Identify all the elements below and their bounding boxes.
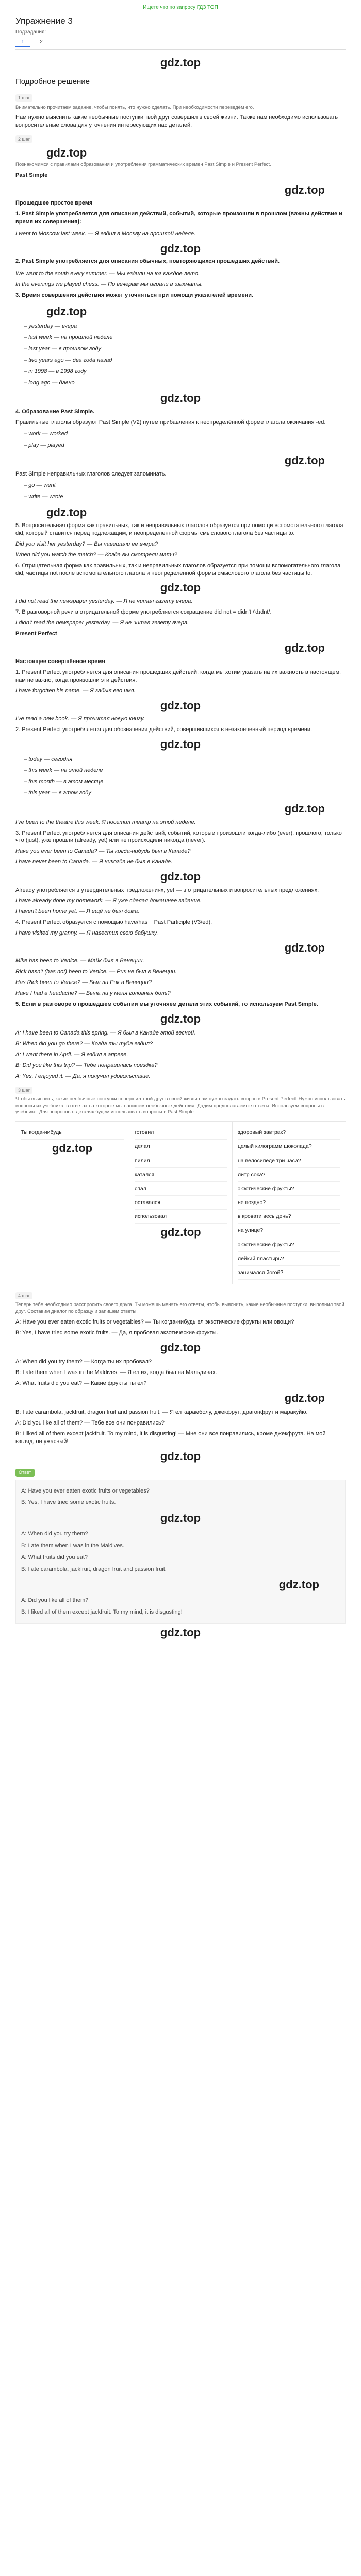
- phrase-table: [15, 1121, 346, 1284]
- rule-text: Already употребляется в утвердительных предложениях, yet — в отрицательных и вопросительных предложениях:: [15, 887, 319, 893]
- list-item: – go — went: [24, 482, 346, 489]
- example: I went to Moscow last week. — Я ездил в Москву на прошлой неделе.: [15, 230, 196, 237]
- example: I did not read the newspaper yesterday. — Я не читал газету вчера.: [15, 598, 193, 605]
- list-item: – write — wrote: [24, 493, 346, 501]
- answer-line: B: Yes, I have tried some exotic fruits.: [21, 1499, 116, 1506]
- example: Mike has been to Venice. — Майк был в Венеции.: [15, 958, 144, 964]
- dialog-line: B: I liked all of them except jackfruit. To my mind, it is disgusting! — Мне они все понравились, кроме джекфрута. На мой взгляд, он ужасный!: [15, 1431, 326, 1445]
- section-subheading: Прошедшее простое время: [15, 200, 93, 207]
- example: I haven't been home yet. — Я ещё не был дома.: [15, 908, 140, 915]
- table-cell: в кровати весь день?: [238, 1210, 340, 1224]
- step-note: Познакомимся с правилами образования и употребления грамматических времен Past Simple и Present Perfect.: [15, 161, 271, 167]
- list-item: – two years ago — два года назад: [24, 357, 346, 364]
- table-cell: лейкий пластырь?: [238, 1252, 340, 1266]
- example: I have forgotten his name. — Я забыл его имя.: [15, 687, 136, 694]
- time-markers-list: [15, 756, 346, 797]
- section-subheading: Настоящее совершённое время: [15, 658, 105, 665]
- answer-line: A: When did you try them?: [21, 1531, 88, 1537]
- example: In the evenings we played chess. — По вечерам мы играли в шахматы.: [15, 281, 203, 287]
- example: Did you visit her yesterday? — Вы навещали ее вчера?: [15, 541, 158, 548]
- answer-badge: Ответ: [15, 1469, 35, 1476]
- answer-line: B: I liked all of them except jackfruit. To my mind, it is disgusting!: [21, 1608, 183, 1615]
- list-item: – this week — на этой неделе: [24, 767, 346, 774]
- dialog-line: A: I have been to Canada this spring. — Я был в Канаде этой весной.: [15, 1030, 196, 1037]
- rule: 2. Past Simple употребляется для описания обычных, повторяющихся прошедших действий.: [15, 258, 280, 265]
- watermark: gdz.top: [284, 802, 325, 815]
- answer-line: A: Have you ever eaten exotic fruits or vegetables?: [21, 1487, 150, 1494]
- watermark: gdz.top: [160, 1226, 201, 1239]
- watermark: gdz.top: [160, 581, 201, 595]
- watermark: gdz.top: [160, 392, 201, 405]
- top-link[interactable]: [15, 4, 346, 11]
- step-note: Теперь тебе необходимо расспросить своего друга. Ты можешь менять его ответы, чтобы выяснить, какие необычные поступки, выполнил твой друг. Составим диалог по образцу и запишем ответы.: [15, 1302, 344, 1315]
- table-cell: на улице?: [238, 1224, 340, 1238]
- list-item: – this month — в этом месяце: [24, 778, 346, 786]
- watermark: gdz.top: [160, 737, 201, 751]
- rule: 5. Если в разговоре о прошедшем событии мы уточняем детали этих событий, то используем Past Simple.: [15, 1001, 318, 1007]
- table-cell: оставался: [135, 1196, 227, 1210]
- example: I've read a new book. — Я прочитал новую книгу.: [15, 716, 145, 722]
- rule-text: 7. В разговорной речи в отрицательной форме употребляется сокращение did not = didn't /'dɪdnt/.: [15, 608, 272, 615]
- table-cell: готовил: [135, 1126, 227, 1140]
- dialog-line: A: I went there in April. — Я ездил в апреле.: [15, 1052, 128, 1058]
- rule-text: 4. Present Perfect образуется с помощью have/has + Past Participle (V3/ed).: [15, 919, 212, 926]
- example: I have visited my granny. — Я навестил свою бабушку.: [15, 929, 158, 936]
- table-cell: Ты когда-нибудь: [21, 1126, 124, 1140]
- watermark: gdz.top: [46, 146, 87, 160]
- table-cell: литр сока?: [238, 1168, 340, 1182]
- table-column: [232, 1122, 346, 1284]
- watermark: gdz.top: [160, 1449, 201, 1463]
- step-body: Нам нужно выяснить какие необычные поступки твой друг совершил в своей жизни. Также нам необходимо использовать вопросительные слова для уточнения интересующих нас деталей.: [15, 114, 338, 129]
- table-cell: целый килограмм шоколада?: [238, 1140, 340, 1154]
- watermark: gdz.top: [160, 1625, 201, 1639]
- rule-text: Правильные глаголы образуют Past Simple (V2) путем прибавления к неопределённой форме глагола окончания -ed.: [15, 419, 326, 426]
- table-cell: использовал: [135, 1210, 227, 1224]
- example: I didn't read the newspaper yesterday. — Я не читал газету вчера.: [15, 619, 189, 626]
- table-cell: экзотические фрукты?: [238, 1182, 340, 1196]
- dialog-line: B: I ate them when I was in the Maldives. — Я ел их, когда был на Мальдивах.: [15, 1369, 217, 1376]
- rule: 4. Образование Past Simple.: [15, 409, 95, 415]
- list-item: – yesterday — вчера: [24, 323, 346, 330]
- dialog-line: B: Yes, I have tried some exotic fruits. — Да, я пробовал экзотические фрукты.: [15, 1329, 218, 1336]
- watermark: gdz.top: [284, 1391, 325, 1404]
- answer-line: A: What fruits did you eat?: [21, 1554, 88, 1561]
- step-note: Чтобы выяснить, какие необычные поступки совершил твой друг в своей жизни нам нужно задать вопрос в Present Perfect. Нужно использовать вопросы из учебника, в ответах на которые мы напишем необычные действия. Дадим предполагаемые ответы. Используем вопросы в учебнике. Для вопросов о деталях будем использовать вопросы в Past Simple.: [15, 1096, 346, 1115]
- rule-text: 3. Present Perfect употребляется для описания действий, событий, которые произошли когда-либо (ever), прошлого, только что (just), уже прошли (already, yet) или не происходили никогда (never).: [15, 829, 342, 844]
- watermark: gdz.top: [284, 183, 325, 196]
- list-item: – today — сегодня: [24, 756, 346, 764]
- dialog-line: A: What fruits did you eat? — Какие фрукты ты ел?: [15, 1380, 147, 1386]
- list-item: – play — played: [24, 442, 346, 449]
- table-cell: экзотические фрукты?: [238, 1238, 340, 1252]
- table-cell: спал: [135, 1182, 227, 1196]
- dialog-line: A: Have you ever eaten exotic fruits or vegetables? — Ты когда-нибудь ел экзотические фрукты или овощи?: [15, 1318, 294, 1325]
- time-markers-list: [15, 323, 346, 386]
- step-label: 4 шаг: [15, 1292, 32, 1299]
- table-cell: здоровый завтрак?: [238, 1126, 340, 1140]
- answer-box: [15, 1480, 346, 1624]
- solution-title: Подробное решение: [15, 77, 90, 87]
- list-item: – this year — в этом году: [24, 789, 346, 797]
- answer-line: A: Did you like all of them?: [21, 1597, 89, 1604]
- rule: [15, 562, 346, 578]
- step-note: Внимательно прочитаем задание, чтобы понять, что нужно сделать. При необходимости переведём его.: [15, 104, 254, 110]
- example: Rick hasn't (has not) been to Venice. — Рик не был в Венеции.: [15, 969, 177, 975]
- watermark: gdz.top: [160, 56, 201, 70]
- table-cell: пилил: [135, 1154, 227, 1168]
- rule-text: Past Simple неправильных глаголов следует запоминать.: [15, 471, 167, 478]
- list-item: – long ago — давно: [24, 379, 346, 387]
- list-item: – work — worked: [24, 430, 346, 438]
- section-heading: Present Perfect: [15, 630, 57, 637]
- list-item: – in 1998 — в 1998 году: [24, 368, 346, 376]
- example: I have already done my homework. — Я уже сделал домашнее задание.: [15, 897, 202, 904]
- rule-text: 5. Вопросительная форма как правильных, так и неправильных глаголов образуется при помощи вспомогательного глагола did, который ставится перед подлежащим, и неопределенной формы смыслового глагола без частицы to.: [15, 522, 343, 537]
- example-dialog: [15, 1029, 346, 1080]
- example: Has Rick been to Venice? — Был ли Рик в Венеции?: [15, 979, 152, 986]
- table-column: [15, 1122, 129, 1284]
- table-cell: катался: [135, 1168, 227, 1182]
- watermark: gdz.top: [284, 454, 325, 467]
- answer-line: B: I ate them when I was in the Maldives.: [21, 1542, 124, 1549]
- rule: 3. Время совершения действия может уточняться при помощи указателей времени.: [15, 292, 254, 298]
- watermark: gdz.top: [284, 641, 325, 655]
- watermark: gdz.top: [160, 1512, 201, 1525]
- table-column: [129, 1122, 232, 1284]
- step-label: 3 шаг: [15, 1087, 32, 1094]
- watermark: gdz.top: [160, 1341, 201, 1354]
- irregular-verbs-list: [15, 482, 346, 501]
- step-label: 2 шаг: [15, 135, 32, 143]
- top-link-anchor[interactable]: Ищете что по запросу ГДЗ ТОП: [143, 5, 218, 10]
- watermark: gdz.top: [160, 870, 201, 883]
- dialog-line: B: Did you like this trip? — Тебе понравилась поездка?: [15, 1062, 158, 1069]
- list-item: – last year — в прошлом году: [24, 345, 346, 353]
- watermark: gdz.top: [284, 941, 325, 954]
- example: I have never been to Canada. — Я никогда не был в Канаде.: [15, 859, 173, 866]
- example: We went to the south every summer. — Мы ездили на юг каждое лето.: [15, 270, 200, 277]
- example: I've been to the theatre this week. Я посетил театр на этой неделе.: [15, 819, 196, 825]
- table-cell: делал: [135, 1140, 227, 1154]
- example: Have you ever been to Canada? — Ты когда-нибудь был в Канаде?: [15, 848, 191, 855]
- subtask-tab-1[interactable]: 1: [15, 38, 30, 48]
- rule-text: 1. Present Perfect употребляется для описания прошедших действий, когда мы хотим указать на их важность в настоящем, нам не важно, когда произошли эти действия.: [15, 669, 341, 683]
- subtasks-label: Подзадания:: [15, 29, 46, 36]
- table-cell: занимался йогой?: [238, 1266, 340, 1280]
- watermark: gdz.top: [160, 242, 201, 255]
- step-label: 1 шаг: [15, 94, 32, 101]
- watermark: gdz.top: [46, 505, 87, 519]
- rule: 1. Past Simple употребляется для описания действий, событий, которые произошли в прошлом (важны действие и время их совершения):: [15, 211, 342, 225]
- example: Have I had a headache? — Была ли у меня головная боль?: [15, 990, 171, 996]
- dialog-line: A: Yes, I enjoyed it. — Да, я получил удовольствие.: [15, 1073, 151, 1079]
- dialog-line: B: When did you go there? — Когда ты туда ездил?: [15, 1041, 153, 1047]
- subtask-tabs: [15, 38, 346, 50]
- answer-dialog-translated: [15, 1318, 346, 1446]
- table-cell: на велосипеде три часа?: [238, 1154, 340, 1168]
- dialog-line: B: I ate carambola, jackfruit, dragon fruit and passion fruit. — Я ел карамболу, джекфрут, драгонфрут и маракуйю.: [15, 1409, 308, 1416]
- subtask-tab-2[interactable]: 2: [40, 39, 43, 45]
- list-item: – last week — на прошлой неделе: [24, 334, 346, 342]
- watermark: gdz.top: [278, 1578, 319, 1591]
- rule-text: 6. Отрицательная форма как правильных, так и неправильных глаголов образуется при помощи вспомогательного глагола did, частицы not после вспомогательного глагола и неопределенной формы смыслового глагола без частицы to.: [15, 562, 341, 577]
- regular-verbs-list: [15, 430, 346, 449]
- watermark: gdz.top: [46, 304, 87, 318]
- watermark: gdz.top: [160, 1012, 201, 1025]
- watermark: gdz.top: [52, 1142, 93, 1155]
- section-heading: Past Simple: [15, 172, 48, 178]
- page-title: Упражнение 3: [15, 15, 73, 26]
- table-cell: не поздно?: [238, 1196, 340, 1210]
- rule-text: 2. Present Perfect употребляется для обозначения действий, совершившихся в незаконченный период времени.: [15, 726, 313, 733]
- page: [15, 0, 346, 1656]
- dialog-line: A: When did you try them? — Когда ты их пробовал?: [15, 1359, 152, 1365]
- watermark: gdz.top: [160, 699, 201, 712]
- dialog-line: A: Did you like all of them? — Тебе все они понравились?: [15, 1420, 165, 1427]
- rule: [15, 522, 346, 537]
- answer-line: B: I ate carambola, jackfruit, dragon fruit and passion fruit.: [21, 1566, 167, 1572]
- example: When did you watch the match? — Когда вы смотрели матч?: [15, 551, 177, 558]
